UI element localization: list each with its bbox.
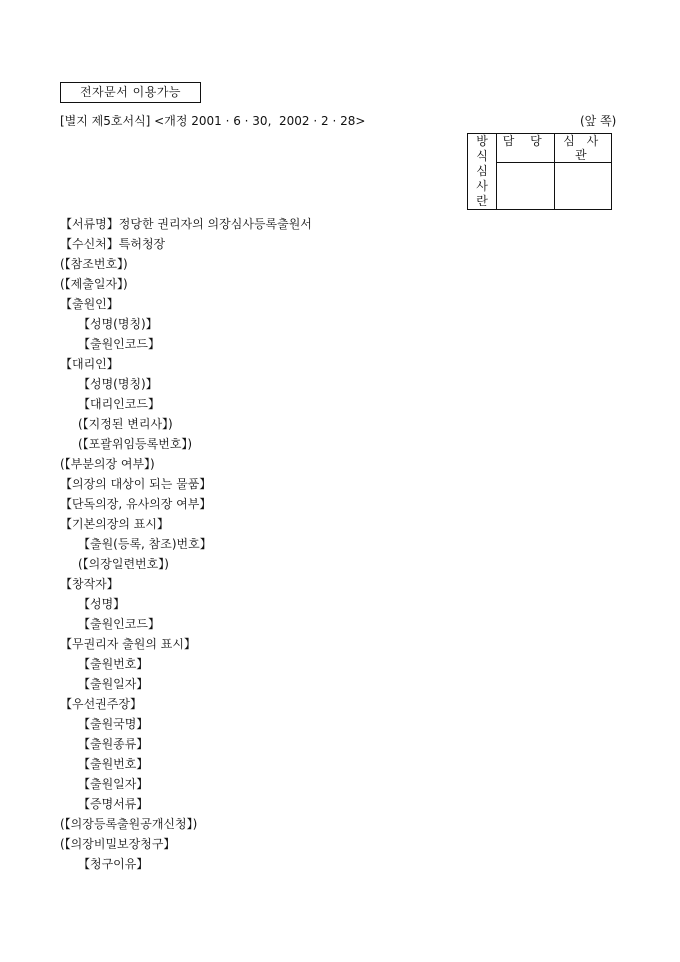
field-row: 【출원번호】 xyxy=(78,757,149,771)
field-row: (【참조번호】) xyxy=(60,257,128,271)
field-row: 【의장의 대상이 되는 물품】 xyxy=(60,477,212,491)
field-row: (【제출일자】) xyxy=(60,277,128,291)
review-label-char: 란 xyxy=(476,194,488,208)
field-row: 【증명서류】 xyxy=(78,797,149,811)
electronic-document-badge: 전자문서 이용가능 xyxy=(60,82,201,103)
review-col-examiner: 심 사 관 xyxy=(554,134,612,163)
field-row: 【청구이유】 xyxy=(78,857,149,871)
field-row: (【부분의장 여부】) xyxy=(60,457,155,471)
field-row: (【의장비밀보장청구】 xyxy=(60,837,176,851)
field-row: (【의장일련번호】) xyxy=(78,557,169,571)
field-row: 【출원(등록, 참조)번호】 xyxy=(78,537,212,551)
review-label-char: 사 xyxy=(476,179,488,193)
field-row: 【대리인】 xyxy=(60,357,119,371)
review-label-char: 심 xyxy=(476,164,488,178)
field-row: 【기본의장의 표시】 xyxy=(60,517,169,531)
field-row: 【서류명】정당한 권리자의 의장심사등록출원서 xyxy=(60,217,312,231)
field-row: (【의장등록출원공개신청】) xyxy=(60,817,198,831)
review-cell-person-in-charge xyxy=(497,163,555,210)
field-row: 【단독의장, 유사의장 여부】 xyxy=(60,497,212,511)
field-row: 【성명(명칭)】 xyxy=(78,377,158,391)
field-row: 【출원인코드】 xyxy=(78,617,160,631)
review-col-person-in-charge: 담 당 xyxy=(497,134,555,163)
field-row: 【성명】 xyxy=(78,597,126,611)
field-row: 【무권리자 출원의 표시】 xyxy=(60,637,196,651)
field-row: 【우선권주장】 xyxy=(60,697,142,711)
field-row: (【지정된 변리사】) xyxy=(78,417,173,431)
field-row: 【출원일자】 xyxy=(78,777,149,791)
field-row: 【성명(명칭)】 xyxy=(78,317,158,331)
review-label-char: 방 xyxy=(476,134,488,148)
field-row: 【대리인코드】 xyxy=(78,397,160,411)
field-row: 【출원인】 xyxy=(60,297,119,311)
application-fields xyxy=(60,214,312,874)
field-row: 【출원종류】 xyxy=(78,737,149,751)
field-row: (【포괄위임등록번호】) xyxy=(78,437,193,451)
field-row: 【출원일자】 xyxy=(78,677,149,691)
review-cell-examiner xyxy=(554,163,612,210)
review-label-char: 식 xyxy=(476,149,488,163)
field-row: 【수신처】특허청장 xyxy=(60,237,166,251)
field-row: 【창작자】 xyxy=(60,577,119,591)
field-row: 【출원국명】 xyxy=(78,717,149,731)
field-row: 【출원번호】 xyxy=(78,657,149,671)
form-number: [별지 제5호서식] <개정 2001 · 6 · 30, 2002 · 2 · 28> xyxy=(60,114,366,128)
page-side-label: (앞 쪽) xyxy=(580,114,617,128)
review-vertical-label xyxy=(468,134,497,210)
field-row: 【출원인코드】 xyxy=(78,337,160,351)
review-box xyxy=(467,133,612,210)
